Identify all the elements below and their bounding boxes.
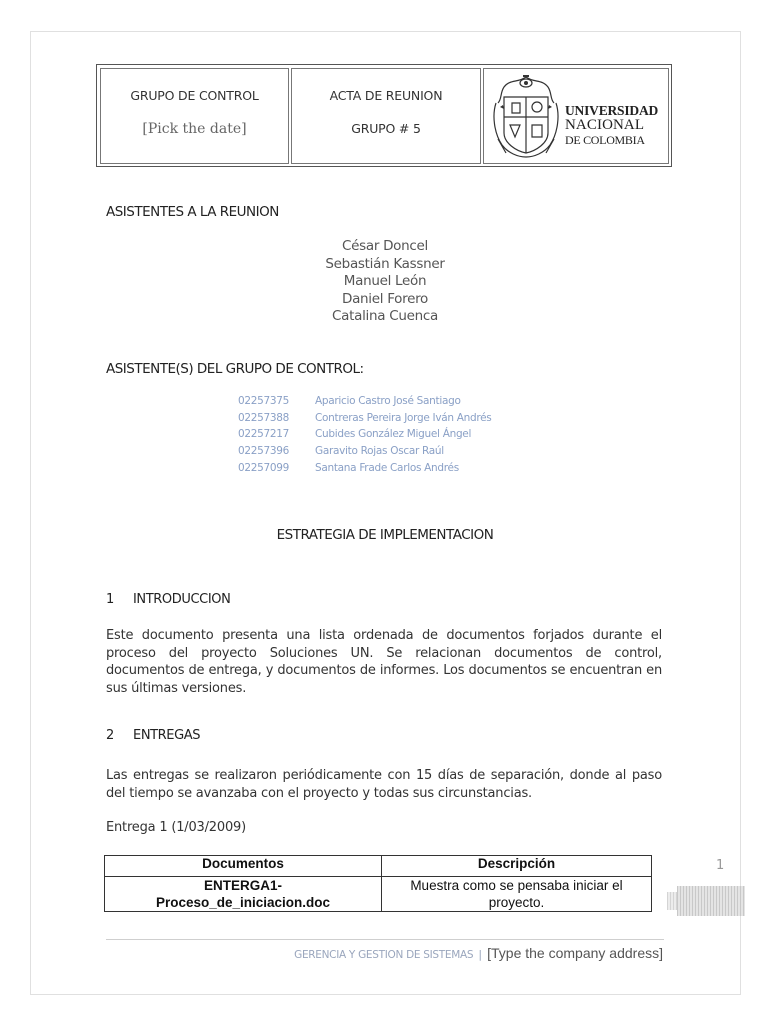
member-name: Garavito Rojas Oscar Raúl (315, 445, 444, 458)
page-tab-decoration (677, 886, 745, 916)
table-header-row (105, 856, 652, 877)
entrega-label: Entrega 1 (1/03/2009) (106, 820, 246, 835)
page-footer (294, 943, 663, 962)
section-title: ENTREGAS (133, 728, 201, 743)
section-number: 2 (106, 728, 114, 743)
table-row (105, 877, 652, 912)
footer-address-placeholder[interactable]: [Type the company address] (487, 945, 663, 961)
attendee-list (0, 238, 770, 326)
document-name-line: ENTERGA1- (203, 878, 282, 893)
header-table (96, 64, 672, 167)
logo-text-nacional: NACIONAL (565, 117, 645, 133)
member-name: Cubides González Miguel Ángel (315, 428, 472, 441)
header-cell-acta (291, 68, 481, 164)
list-item (238, 460, 491, 477)
document-name-line: Proceso_de_iniciacion.doc (155, 895, 331, 910)
intro-paragraph: Este documento presenta una lista ordenada de documentos forjados durante el proceso del proyecto Soluciones UN. Se relacionan documentos de control, documentos de entrega, y documentos de informes. Los documentos se encuentran en sus últimas versiones. (106, 628, 662, 696)
strategy-heading: ESTRATEGIA DE IMPLEMENTACION (276, 527, 494, 543)
group-control-label: GRUPO DE CONTROL (130, 88, 259, 103)
member-id: 02257375 (238, 395, 290, 407)
control-group-list (238, 393, 491, 477)
column-header-descripcion: Descripción (382, 856, 652, 877)
header-cell-group (100, 68, 289, 164)
university-seal-icon (490, 73, 562, 159)
section-title: INTRODUCCION (133, 592, 231, 607)
attendee-name: Catalina Cuenca (332, 308, 438, 325)
section-number: 1 (106, 592, 114, 607)
section-heading-entregas (106, 728, 200, 743)
entregas-paragraph: Las entregas se realizaron periódicamente con 15 días de separación, donde al paso del tiempo se avanzaba con el proyecto y todas sus circunstancias. (106, 768, 662, 801)
attendee-name: Sebastián Kassner (325, 255, 445, 272)
list-item (238, 443, 491, 460)
member-name: Santana Frade Carlos Andrés (315, 461, 459, 474)
grupo-label: GRUPO # 5 (351, 121, 421, 136)
header-cell-logo (483, 68, 669, 164)
acta-label: ACTA DE REUNION (329, 88, 443, 103)
member-name: Contreras Pereira Jorge Iván Andrés (315, 411, 492, 424)
date-picker-placeholder[interactable]: [Pick the date] (142, 121, 247, 137)
logo-text-universidad: UNIVERSIDAD (565, 103, 659, 118)
column-header-documentos: Documentos (105, 856, 382, 877)
member-id: 02257099 (238, 461, 290, 474)
page-sheet (30, 31, 741, 995)
list-item (238, 410, 491, 427)
section-heading-intro (106, 592, 230, 607)
page-number: 1 (716, 858, 725, 873)
attendee-name: César Doncel (342, 238, 428, 254)
footer-divider (106, 939, 664, 940)
attendees-heading: ASISTENTES A LA REUNION (106, 204, 279, 220)
footer-separator: | (478, 948, 483, 961)
attendee-name: Daniel Forero (341, 290, 429, 307)
document-description-cell: Muestra como se pensaba iniciar el proyecto. (382, 877, 652, 912)
list-item (238, 426, 491, 443)
member-name: Aparicio Castro José Santiago (315, 395, 461, 407)
document-name-cell (105, 877, 382, 912)
member-id: 02257217 (238, 428, 290, 441)
member-id: 02257388 (238, 411, 290, 424)
logo-text-colombia: DE COLOMBIA (565, 133, 645, 147)
member-id: 02257396 (238, 445, 290, 458)
list-item (238, 393, 491, 410)
attendee-name: Manuel León (343, 273, 427, 290)
university-logo (490, 73, 664, 159)
footer-org: GERENCIA Y GESTION DE SISTEMAS (294, 949, 474, 961)
documents-table (104, 855, 652, 912)
control-group-heading: ASISTENTE(S) DEL GRUPO DE CONTROL: (106, 361, 364, 377)
